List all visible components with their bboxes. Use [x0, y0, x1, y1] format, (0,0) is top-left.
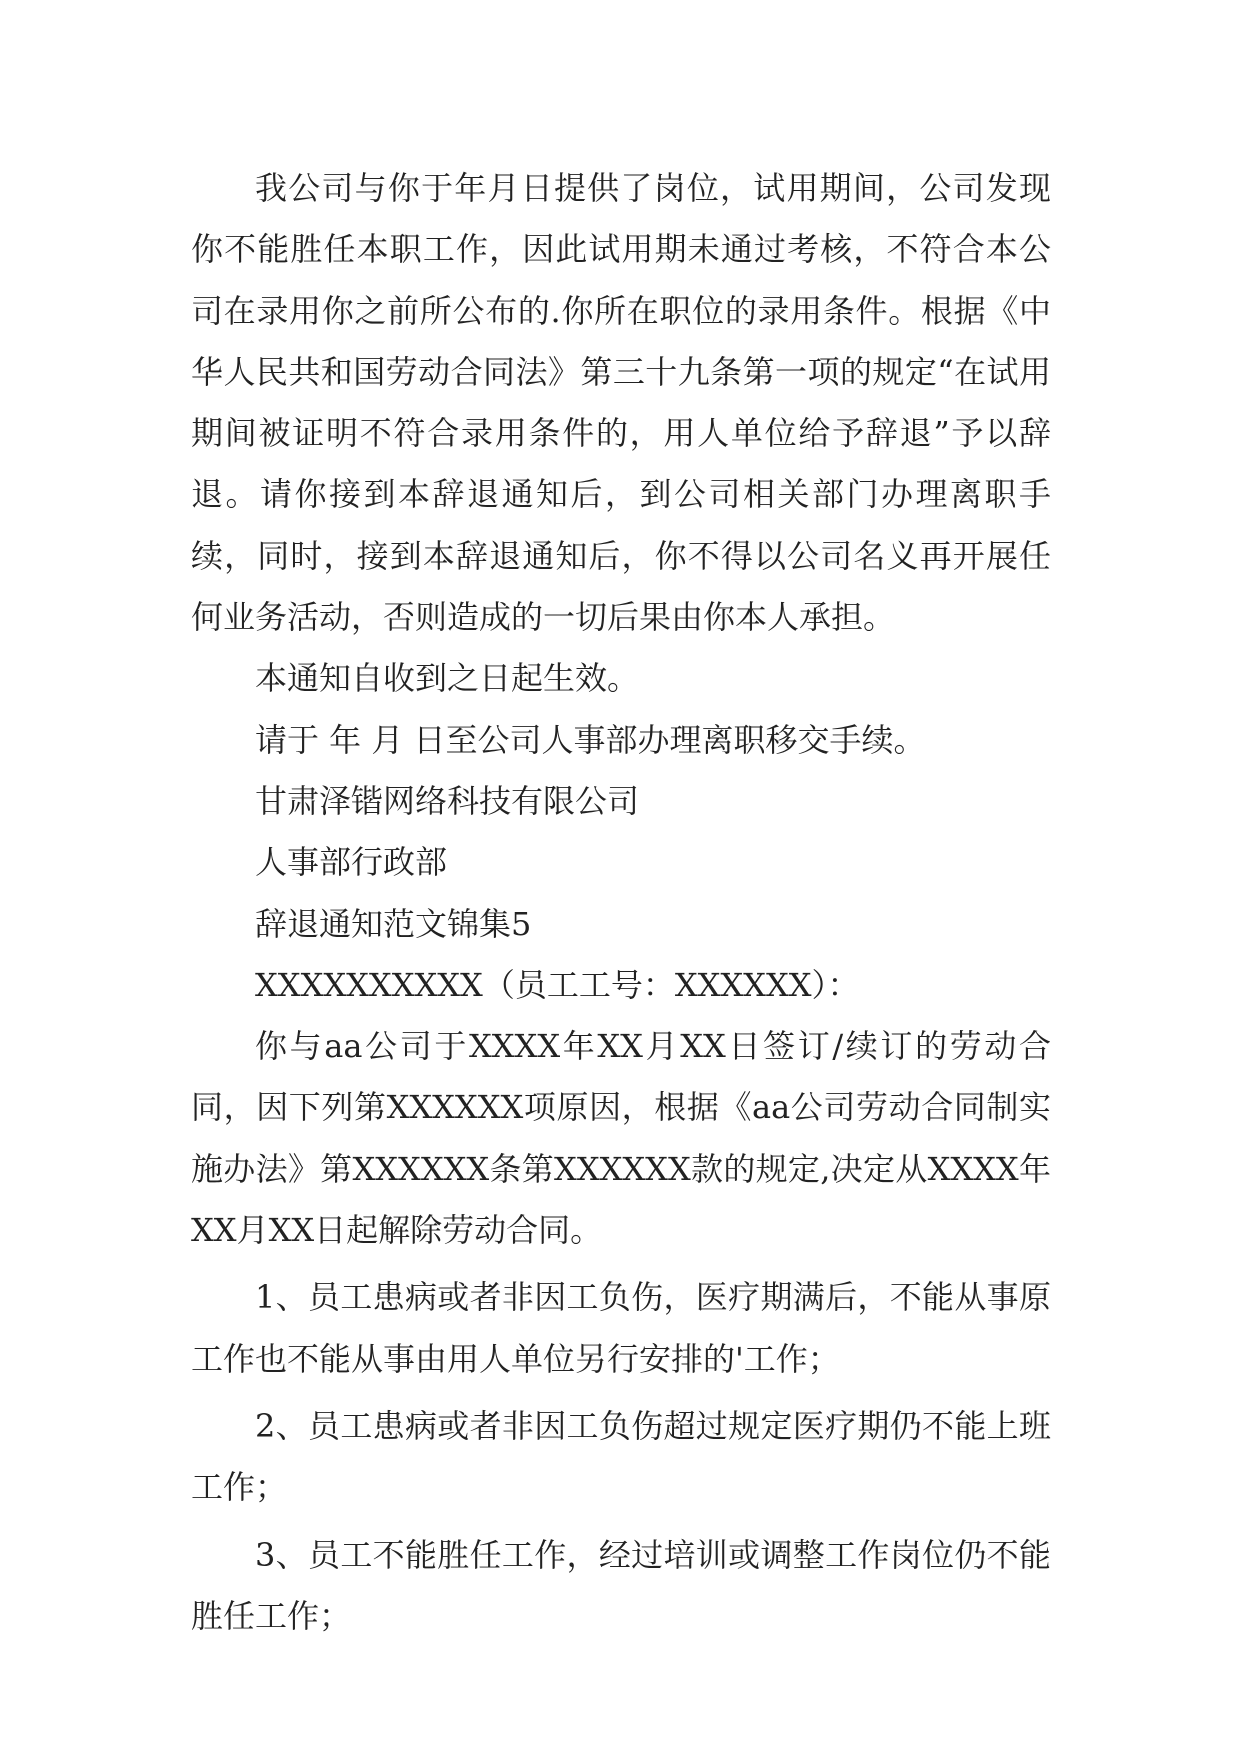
department-name: 人事部行政部	[255, 843, 448, 882]
paragraph-probation-dismissal: 我公司与你于年月日提供了岗位，试用期间，公司发现你不能胜任本职工作，因此试用期未通过考核，不符合本公司在录用你之前所公布的.你所在职位的录用条件。根据《中华人民共和国劳动合同法》第三十九条第一项的规定“在试用期间被证明不符合录用条件的，用人单位给予辞退”予以辞退。请你接到本辞退通知后，到公司相关部门办理离职手续，同时，接到本辞退通知后，你不得以公司名义再开展任何业务活动，否则造成的一切后果由你本人承担。	[191, 169, 1051, 637]
list-item-reason-2: 2、员工患病或者非因工负伤超过规定医疗期仍不能上班工作；	[191, 1406, 1051, 1507]
salutation: XXXXXXXXXX（员工工号：XXXXXX）：	[255, 965, 860, 1004]
section-title: 辞退通知范文锦集5	[255, 904, 532, 943]
list-item-reason-1: 1、员工患病或者非因工负伤，医疗期满后，不能从事原工作也不能从事由用人单位另行安排的'工作；	[191, 1278, 1051, 1378]
company-name: 甘肃泽锴网络科技有限公司	[255, 781, 640, 820]
list-item-reason-3: 3、员工不能胜任工作，经过培训或调整工作岗位仍不能胜任工作；	[191, 1535, 1051, 1635]
paragraph-contract-termination: 你与aa公司于XXXX年XX月XX日签订/续订的劳动合同，因下列第XXXXXX项原因，根据《aa公司劳动合同制实施办法》第XXXXXX条第XXXXXX款的规定,决定从XXXX年XX月XX日起解除劳动合同。	[191, 1027, 1051, 1250]
document-body	[191, 158, 1051, 1647]
paragraph-effective-notice: 本通知自收到之日起生效。	[255, 659, 640, 698]
paragraph-handover-instruction: 请于 年 月 日至公司人事部办理离职移交手续。	[255, 720, 926, 759]
